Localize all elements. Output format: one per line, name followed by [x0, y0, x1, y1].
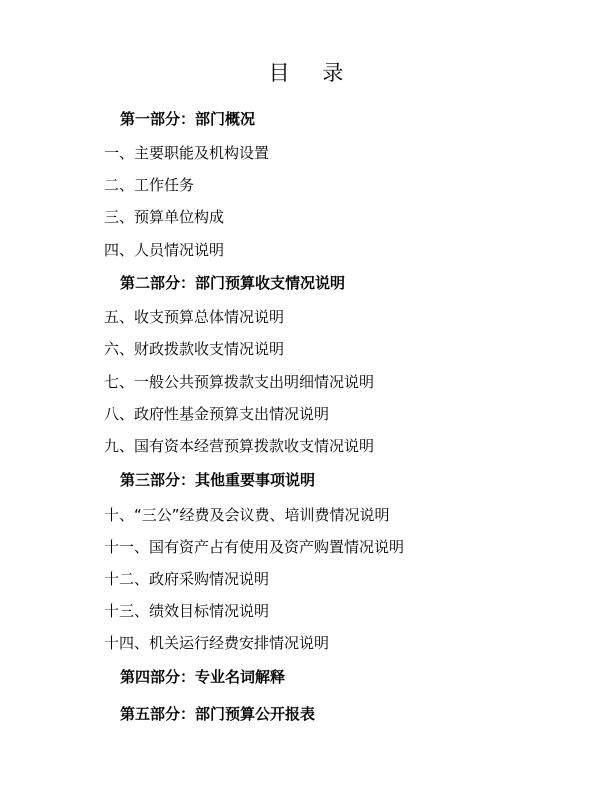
toc-part-1: 第一部分：部门概况	[120, 110, 256, 128]
toc-item-1: 一、主要职能及机构设置	[104, 144, 270, 162]
toc-item-11: 十一、国有资产占有使用及资产购置情况说明	[104, 538, 405, 556]
toc-item-8: 八、政府性基金预算支出情况说明	[104, 405, 330, 423]
toc-item-9: 九、国有资本经营预算拨款收支情况说明	[104, 437, 375, 455]
toc-item-13: 十三、绩效目标情况说明	[104, 602, 270, 620]
toc-item-4: 四、人员情况说明	[104, 241, 225, 259]
toc-item-3: 三、预算单位构成	[104, 208, 225, 226]
toc-item-10: 十、“三公”经费及会议费、培训费情况说明	[104, 506, 390, 524]
toc-part-3: 第三部分：其他重要事项说明	[120, 471, 316, 489]
toc-part-4: 第四部分：专业名词解释	[120, 668, 286, 686]
toc-item-2: 二、工作任务	[104, 176, 195, 194]
toc-item-12: 十二、政府采购情况说明	[104, 570, 270, 588]
toc-item-6: 六、财政拨款收支情况说明	[104, 340, 285, 358]
toc-title: 目 录	[268, 61, 357, 85]
toc-part-5: 第五部分：部门预算公开报表	[120, 705, 316, 723]
toc-part-2: 第二部分：部门预算收支情况说明	[120, 274, 346, 292]
toc-item-5: 五、收支预算总体情况说明	[104, 308, 285, 326]
toc-item-14: 十四、机关运行经费安排情况说明	[104, 634, 330, 652]
toc-item-7: 七、一般公共预算拨款支出明细情况说明	[104, 373, 375, 391]
